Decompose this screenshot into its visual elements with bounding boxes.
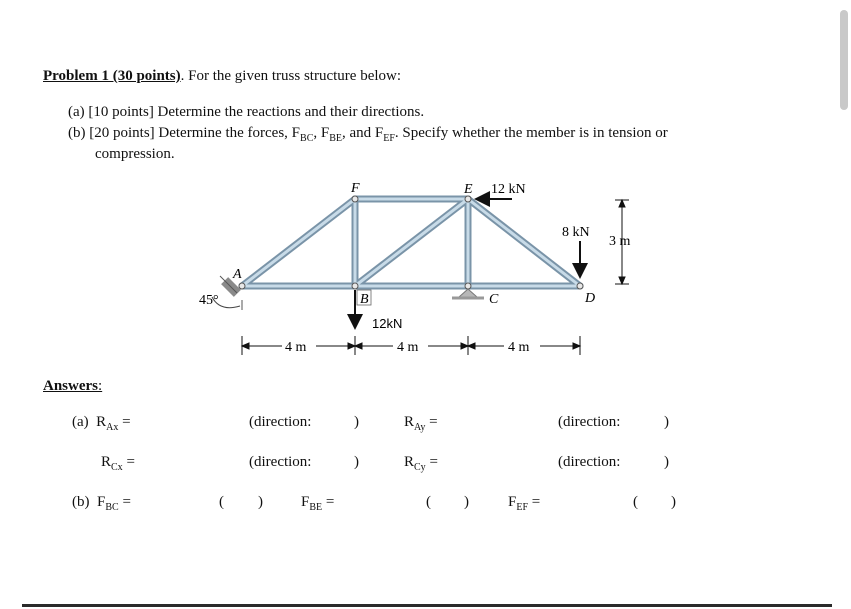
label-a: A xyxy=(233,267,242,282)
answer-fbc-equals: = xyxy=(122,494,131,510)
height-label: 3 m xyxy=(609,234,631,249)
answer-fef-paren-close: ) xyxy=(671,494,676,510)
answer-b-label: (b) xyxy=(72,494,90,510)
answer-rcx-sub: Cx xyxy=(111,462,123,473)
answer-rcx-equals: = xyxy=(126,454,135,470)
load-label-d: 8 kN xyxy=(562,225,590,240)
answer-a-label: (a) xyxy=(72,414,89,430)
vertical-scrollbar[interactable] xyxy=(837,0,851,609)
label-b: B xyxy=(360,292,369,307)
answer-rax-direction-close: ) xyxy=(354,414,359,430)
answer-fef-paren-open: ( xyxy=(633,494,638,510)
scrollbar-thumb[interactable] xyxy=(840,10,848,110)
answer-rcy-sub: Cy xyxy=(414,462,426,473)
answers-heading-text: Answers xyxy=(43,378,98,394)
answer-ray-equals: = xyxy=(429,414,438,430)
answer-fef-sub: EF xyxy=(516,502,529,513)
part-a-text: (a) [10 points] Determine the reactions and their directions. xyxy=(68,104,425,120)
load-label-b: 12kN xyxy=(372,316,403,331)
part-b-sub-ef: EF xyxy=(383,133,395,144)
problem-intro: . For the given truss structure below: xyxy=(180,68,402,84)
answer-rcx-symbol: R xyxy=(101,454,112,470)
part-b-sep1: , F xyxy=(313,125,330,141)
load-label-e: 12 kN xyxy=(491,182,526,197)
joint-a xyxy=(239,283,245,289)
answer-rax-direction xyxy=(249,414,311,431)
support-c xyxy=(452,289,484,298)
answer-rcy-equals: = xyxy=(429,454,438,470)
answer-rax-equals: = xyxy=(122,414,131,430)
answer-rax-symbol: R xyxy=(96,414,107,430)
answer-fef-equals: = xyxy=(531,494,541,510)
answer-rax xyxy=(72,414,131,433)
answer-rcy-symbol: R xyxy=(404,454,415,470)
answers-heading xyxy=(43,378,102,395)
span-label-2: 4 m xyxy=(397,340,419,355)
answer-fef xyxy=(508,494,540,513)
answer-ray-sub: Ay xyxy=(414,422,426,433)
label-e: E xyxy=(464,182,473,197)
answer-ray xyxy=(404,414,438,433)
span-label-3: 4 m xyxy=(508,340,530,355)
answer-fbc-sub: BC xyxy=(105,502,119,513)
answer-rax-sub: Ax xyxy=(106,422,119,433)
joint-b xyxy=(352,283,358,289)
part-b-lead: (b) [20 points] Determine the forces, F xyxy=(68,125,301,141)
answer-fbe-paren-close: ) xyxy=(464,494,469,510)
part-b-sub-be: BE xyxy=(329,133,342,144)
part-b-sub-bc: BC xyxy=(300,133,314,144)
part-b-sep2: , and F xyxy=(342,125,384,141)
angle-label: 45° xyxy=(199,293,219,308)
answer-fbc-paren-open: ( xyxy=(219,494,224,510)
answer-rcy xyxy=(404,454,438,473)
label-d: D xyxy=(585,291,596,306)
answer-fbe xyxy=(301,494,334,513)
span-label-1: 4 m xyxy=(285,340,307,355)
bottom-divider xyxy=(22,604,832,607)
label-f: F xyxy=(351,181,360,196)
answer-rcy-direction: (direction: xyxy=(558,454,621,470)
joint-d xyxy=(577,283,583,289)
answer-rcx-direction: (direction: xyxy=(249,454,312,470)
answer-ray-symbol: R xyxy=(404,414,415,430)
answer-fbc-symbol: F xyxy=(97,494,106,510)
joint-c xyxy=(465,283,471,289)
answer-fbc-paren-close: ) xyxy=(258,494,263,510)
answer-fef-symbol: F xyxy=(508,494,517,510)
answer-fbe-paren-open: ( xyxy=(426,494,431,510)
answers-heading-colon: : xyxy=(98,378,103,394)
part-b-line2: compression. xyxy=(95,146,175,162)
answer-rcy-direction-close: ) xyxy=(664,454,669,470)
part-b-tail: . Specify whether the member is in tension or xyxy=(394,125,668,141)
answer-fbe-symbol: F xyxy=(301,494,310,510)
answer-ray-direction-close: ) xyxy=(664,414,669,430)
problem-heading: Problem 1 (30 points) xyxy=(43,68,181,84)
answer-fbc xyxy=(72,494,131,513)
direction-label: (direction: xyxy=(249,414,312,430)
answer-rcx xyxy=(101,454,135,473)
answer-ray-direction: (direction: xyxy=(558,414,621,430)
joint-f xyxy=(352,196,358,202)
answer-fbe-sub: BE xyxy=(309,502,323,513)
answer-rcx-direction-close: ) xyxy=(354,454,359,470)
answer-fbe-equals: = xyxy=(325,494,335,510)
label-c: C xyxy=(489,292,499,307)
